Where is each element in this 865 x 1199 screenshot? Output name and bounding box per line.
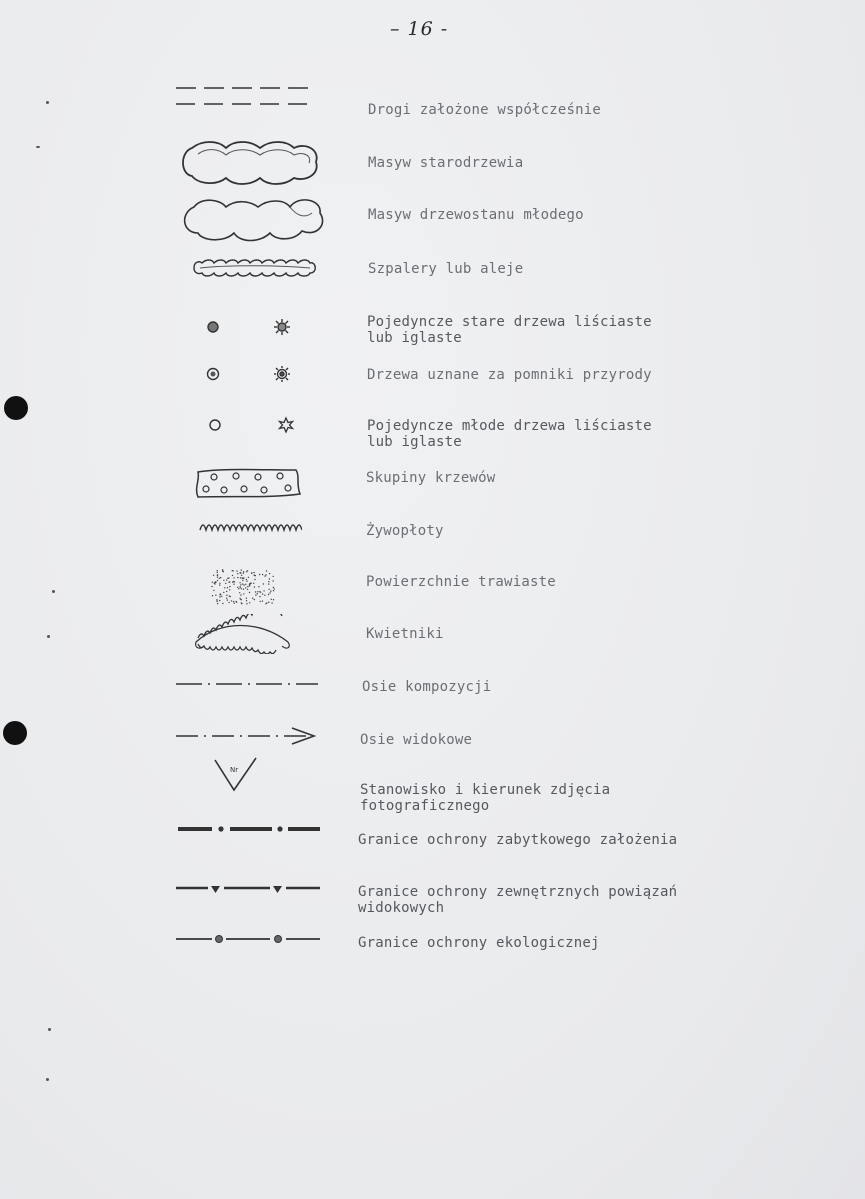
legend-label: Szpalery lub aleje xyxy=(368,261,524,277)
legend-label: Granice ochrony zabytkowego założenia xyxy=(358,832,678,848)
hedge-icon xyxy=(198,518,302,538)
legend-label: Powierzchnie trawiaste xyxy=(366,574,556,590)
legend-label: Osie widokowe xyxy=(360,732,473,748)
monument-boundary-icon xyxy=(176,822,322,836)
legend-label: Masyw starodrzewia xyxy=(368,155,524,171)
page-number: – 16 - xyxy=(390,18,449,40)
legend-label: Granice ochrony ekologicznej xyxy=(358,935,600,951)
legend-label: Granice ochrony zewnętrznych powiązań widokowych xyxy=(358,884,678,916)
legend-label: Skupiny krzewów xyxy=(366,470,496,486)
speck xyxy=(46,101,49,104)
speck xyxy=(48,1028,51,1031)
legend-label: Masyw drzewostanu młodego xyxy=(368,207,584,223)
legend-label: Stanowisko i kierunek zdjęcia fotograficznego xyxy=(360,782,611,814)
speck xyxy=(36,146,40,148)
legend-label: Kwietniki xyxy=(366,626,444,642)
grass-surface-icon xyxy=(210,568,280,608)
speck xyxy=(52,590,55,593)
external-links-boundary-icon xyxy=(174,880,322,896)
ecological-boundary-icon xyxy=(174,932,322,946)
young-tree-mass-icon xyxy=(178,193,330,245)
legend-label: Osie kompozycji xyxy=(362,679,492,695)
photo-number-label: Nr xyxy=(230,766,239,774)
old-tree-mass-icon xyxy=(178,138,324,190)
speck xyxy=(47,635,50,638)
shrub-cluster-icon xyxy=(192,466,304,500)
legend-label: Żywopłoty xyxy=(366,523,444,539)
punch-hole-bottom xyxy=(3,721,27,745)
photo-position-icon xyxy=(212,756,260,796)
monument-trees-icon xyxy=(200,359,300,389)
punch-hole-top xyxy=(4,396,28,420)
legend-label: Pojedyncze stare drzewa liściaste lub iglaste xyxy=(367,314,652,346)
view-axis-icon xyxy=(174,724,320,748)
avenue-icon xyxy=(186,257,322,279)
legend-label: Pojedyncze młode drzewa liściaste lub iglaste xyxy=(367,418,652,450)
legend-label: Drogi założone współcześnie xyxy=(368,102,601,118)
speck xyxy=(46,1078,49,1081)
old-single-trees-icon xyxy=(200,312,300,342)
flowerbed-icon xyxy=(190,614,294,654)
legend-label: Drzewa uznane za pomniki przyrody xyxy=(367,367,652,383)
composition-axis-icon xyxy=(174,678,322,690)
young-single-trees-icon xyxy=(200,410,300,440)
dashed-road-icon xyxy=(172,80,322,114)
